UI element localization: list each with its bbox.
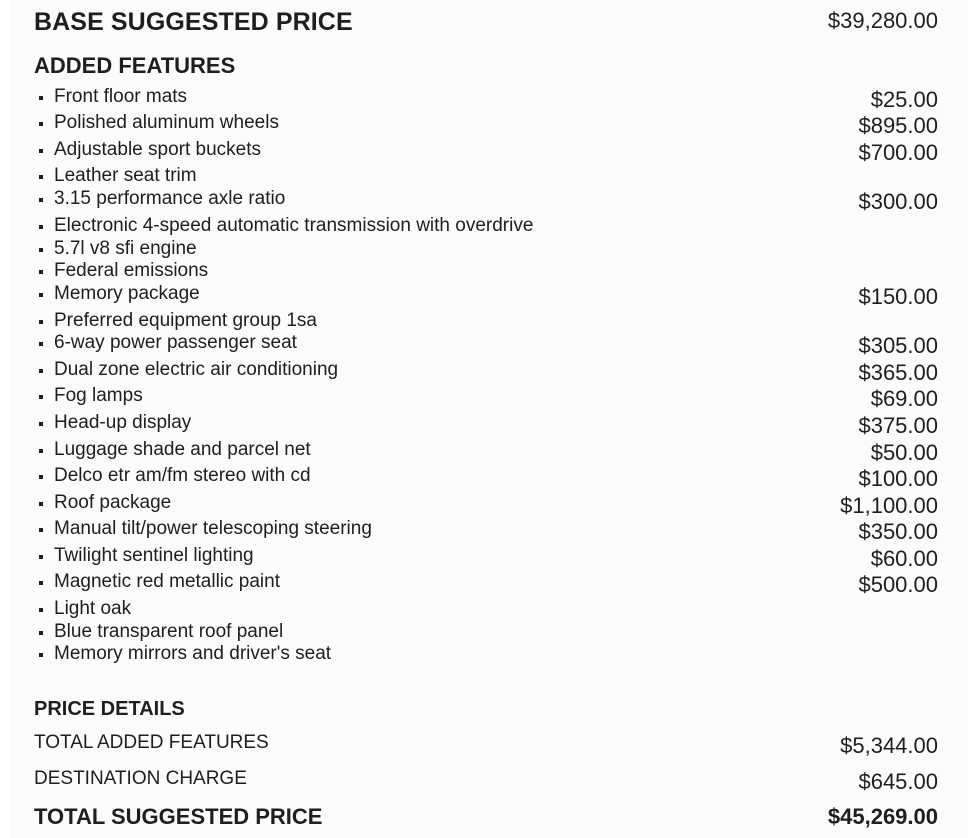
bullet-icon xyxy=(39,631,43,635)
bullet-icon xyxy=(39,270,43,274)
bullet-icon xyxy=(39,555,43,559)
total-added-features-label: TOTAL ADDED FEATURES xyxy=(34,732,269,753)
destination-charge-label: DESTINATION CHARGE xyxy=(34,768,247,789)
bullet-icon xyxy=(39,122,43,126)
bullet-icon xyxy=(39,198,43,202)
price-details-title: PRICE DETAILS xyxy=(34,698,185,720)
bullet-icon xyxy=(39,395,43,399)
bullet-icon xyxy=(39,528,43,532)
bullet-icon xyxy=(39,369,43,373)
feature-name: Roof package xyxy=(34,492,171,514)
feature-name: Magnetic red metallic paint xyxy=(34,571,280,593)
bullet-icon xyxy=(39,449,43,453)
feature-price: $150.00 xyxy=(858,284,938,309)
feature-price: $100.00 xyxy=(858,466,938,491)
feature-name: 6-way power passenger seat xyxy=(34,332,297,354)
feature-name: Memory package xyxy=(34,283,200,305)
feature-name: Memory mirrors and driver's seat xyxy=(34,643,331,665)
total-suggested-price-value: $45,269.00 xyxy=(827,804,938,829)
bullet-icon xyxy=(39,581,43,585)
feature-name: Head-up display xyxy=(34,412,191,434)
bullet-icon xyxy=(39,320,43,324)
feature-name: Adjustable sport buckets xyxy=(34,139,261,161)
total-suggested-price-label: TOTAL SUGGESTED PRICE xyxy=(34,804,323,829)
feature-name: Front floor mats xyxy=(34,86,187,108)
destination-charge-value: $645.00 xyxy=(858,769,938,794)
feature-price: $50.00 xyxy=(870,440,938,465)
feature-name: Federal emissions xyxy=(34,260,208,282)
feature-name: Twilight sentinel lighting xyxy=(34,545,254,567)
feature-price: $350.00 xyxy=(858,519,938,544)
bullet-icon xyxy=(39,502,43,506)
feature-name: Leather seat trim xyxy=(34,165,197,187)
feature-name: Preferred equipment group 1sa xyxy=(34,310,317,332)
feature-price: $700.00 xyxy=(858,140,938,165)
bullet-icon xyxy=(39,175,43,179)
feature-name: Delco etr am/fm stereo with cd xyxy=(34,465,311,487)
price-sheet xyxy=(10,0,968,838)
bullet-icon xyxy=(39,225,43,229)
base-price-value: $39,280.00 xyxy=(827,8,938,33)
base-price-label: BASE SUGGESTED PRICE xyxy=(34,8,353,36)
feature-name: Luggage shade and parcel net xyxy=(34,439,311,461)
feature-name: Dual zone electric air conditioning xyxy=(34,359,338,381)
feature-name: Fog lamps xyxy=(34,385,143,407)
feature-price: $305.00 xyxy=(858,333,938,358)
feature-price: $375.00 xyxy=(858,413,938,438)
feature-price: $365.00 xyxy=(858,360,938,385)
feature-name: Light oak xyxy=(34,598,131,620)
feature-price: $69.00 xyxy=(870,386,938,411)
feature-name: Polished aluminum wheels xyxy=(34,112,279,134)
bullet-icon xyxy=(39,149,43,153)
total-added-features-value: $5,344.00 xyxy=(840,733,938,758)
feature-price: $895.00 xyxy=(858,113,938,138)
bullet-icon xyxy=(39,475,43,479)
feature-price: $300.00 xyxy=(858,189,938,214)
bullet-icon xyxy=(39,422,43,426)
feature-name: 3.15 performance axle ratio xyxy=(34,188,285,210)
bullet-icon xyxy=(39,96,43,100)
added-features-title: ADDED FEATURES xyxy=(34,53,236,78)
feature-name: Blue transparent roof panel xyxy=(34,621,283,643)
bullet-icon xyxy=(39,293,43,297)
bullet-icon xyxy=(39,342,43,346)
feature-price: $1,100.00 xyxy=(840,493,938,518)
feature-name: Manual tilt/power telescoping steering xyxy=(34,518,372,540)
feature-price: $25.00 xyxy=(870,87,938,112)
feature-price: $60.00 xyxy=(870,546,938,571)
bullet-icon xyxy=(39,248,43,252)
bullet-icon xyxy=(39,608,43,612)
feature-price: $500.00 xyxy=(858,572,938,597)
bullet-icon xyxy=(39,653,43,657)
feature-name: Electronic 4-speed automatic transmission with overdrive xyxy=(34,215,533,237)
feature-name: 5.7l v8 sfi engine xyxy=(34,238,197,260)
